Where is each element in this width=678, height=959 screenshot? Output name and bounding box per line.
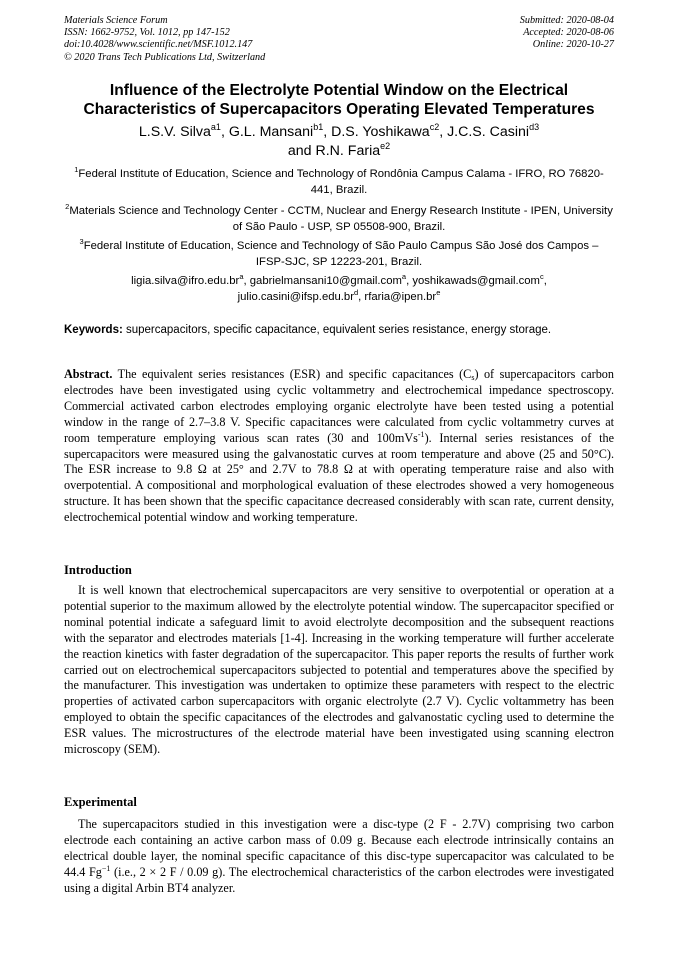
author-marker: c2 — [429, 122, 440, 132]
emails-line-2 — [64, 289, 614, 305]
journal-copyright: © 2020 Trans Tech Publications Ltd, Switzerland — [64, 51, 266, 63]
accepted-date: Accepted: 2020-08-06 — [523, 27, 614, 39]
author-emails — [64, 273, 614, 305]
abstract-text: ) of supercapacitors carbon electrodes have been investigated using cyclic voltammetry and electrochemical impedance spectroscopy. Commercial activated carbon electrodes employing organic electrolyte have been tested using a potential window in the range of 2.7–3.8 V. Specific capacitances were calculated from cyclic voltammetry curves at room temperature employing various scan rates (30 and 100mVs — [64, 367, 614, 445]
paper-title — [50, 81, 628, 119]
affiliation-1 — [64, 166, 614, 198]
journal-issn: ISSN: 1662-9752, Vol. 1012, pp 147-152 — [64, 27, 230, 39]
author-name: , G.L. Mansani — [220, 124, 314, 140]
email-link[interactable]: ligia.silva@ifro.edu.br — [131, 275, 240, 287]
experimental-text — [64, 817, 614, 897]
submitted-date: Submitted: 2020-08-04 — [519, 15, 614, 26]
authors-line-1 — [80, 123, 598, 142]
experimental-text-part: The supercapacitors studied in this investigation were a disc-type (2 F - 2.7V) comprising two carbon electrode each containing an active carbon mass of 0.09 g. Because each electrode intrinsically contains an electrical double layer, the nominal specific capacitance of this disc-type supercapacitor was calculated to be 44.4 Fg — [64, 817, 614, 879]
email-link[interactable]: , yoshikawads@gmail.com — [406, 275, 540, 287]
journal-doi: doi:10.4028/www.scientific.net/MSF.1012.147 — [64, 39, 253, 51]
affiliation-marker: 3 — [79, 237, 84, 246]
author-marker: e2 — [380, 141, 391, 151]
affiliation-text: Federal Institute of Education, Science and Technology of Rondônia Campus Calama - IFRO, RO 76820-441, Brazil. — [78, 168, 604, 196]
author-name: , D.S. Yoshikawa — [323, 124, 430, 140]
author-name: , J.C.S. Casini — [439, 124, 530, 140]
author-marker: b1 — [313, 122, 324, 132]
title-line-2: Characteristics of Supercapacitors Operating Elevated Temperatures — [83, 101, 595, 118]
email-separator: , — [543, 275, 547, 287]
introduction-heading: Introduction — [64, 563, 132, 577]
affiliation-3 — [64, 238, 614, 270]
email-link[interactable]: julio.casini@ifsp.edu.br — [237, 291, 354, 303]
affiliation-marker: 2 — [65, 202, 70, 211]
abstract-subscript: s — [471, 373, 475, 382]
email-marker: d — [353, 288, 359, 297]
publication-dates — [520, 15, 614, 52]
abstract-superscript: -1 — [417, 429, 425, 439]
author-list — [80, 123, 598, 161]
email-link[interactable]: , rfaria@ipen.br — [358, 291, 437, 303]
author-name: and R.N. Faria — [287, 143, 381, 159]
online-date: Online: 2020-10-27 — [532, 39, 614, 51]
author-marker: a1 — [210, 122, 221, 132]
experimental-heading: Experimental — [64, 795, 137, 809]
experimental-superscript: −1 — [101, 863, 111, 873]
author-name: L.S.V. Silva — [138, 124, 211, 140]
affiliation-text: Federal Institute of Education, Science and Technology of São Paulo Campus São José dos Campos – IFSP-SJC, SP 12223-201, Brazil. — [83, 240, 599, 268]
journal-name: Materials Science Forum — [64, 15, 168, 26]
email-marker: a — [401, 272, 407, 281]
email-marker: e — [436, 288, 441, 297]
affiliation-text: Materials Science and Technology Center - CCTM, Nuclear and Energy Research Institute - IPEN, University of São Paulo - USP, SP 05508-900, Brazil. — [69, 205, 613, 233]
keywords-text: supercapacitors, specific capacitance, equivalent series resistance, energy storage. — [122, 324, 552, 336]
authors-line-2 — [80, 142, 598, 161]
keywords — [64, 323, 614, 338]
title-line-1: Influence of the Electrolyte Potential Window on the Electrical — [109, 82, 569, 99]
author-marker: d3 — [529, 122, 540, 132]
journal-metadata — [64, 15, 265, 64]
affiliation-marker: 1 — [74, 165, 79, 174]
abstract-label: Abstract. — [64, 367, 113, 381]
email-marker: c — [539, 272, 544, 281]
email-link[interactable]: , gabrielmansani10@gmail.com — [243, 275, 402, 287]
abstract — [64, 367, 614, 526]
keywords-label: Keywords: — [64, 324, 123, 336]
email-marker: a — [239, 272, 244, 281]
abstract-text: The equivalent series resistances (ESR) and specific capacitances (C — [112, 367, 472, 381]
introduction-text: It is well known that electrochemical supercapacitors are very sensitive to overpotential or operation at a potential superior to the maximum allowed by the electrolyte potential window. The supercapacitor specified or nominal potential indicate a safeguard limit to avoid electrolyte decomposition and the subsequent reactions with the separator and electrodes materials [1-4]. Increasing in the working temperature will further accelerate the reaction kinetics with faster degradation of the supercapacitor. This paper reports the results of further work carried out on electrochemical supercapacitors subjected to potential and temperatures above the specified by the manufacturer. This investigation was undertaken to optimize these parameters with respect to the electric properties of activated carbon supercapacitors with organic electrolyte (2.7 V). Cyclic voltammetry has been employed to obtain the specific capacitances of the electrodes and galvanostatic cycling used to determine the ESR values. The microstructures of the electrode material have been investigated using scanning electron microscopy (SEM). — [64, 583, 614, 757]
affiliation-2 — [64, 203, 614, 235]
emails-line-1 — [64, 273, 614, 289]
experimental-text-part: (i.e., 2 × 2 F / 0.09 g). The electrochemical characteristics of the carbon electrodes were investigated using a digital Arbin BT4 analyzer. — [64, 864, 614, 895]
abstract-text: ). Internal series resistances of the supercapacitors were measured using the galvanostatic curves at room temperature and above (25 and 50°C). The ESR increase to 9.8 Ω at 25° and 2.7V to 78.8 Ω at with operating temperature raise and also with overpotential. A compositional and morphological evaluation of these electrodes showed a very homogeneous structure. It has been shown that the specific capacitance decreased considerably with scan rate, current density, electrochemical potential window and working temperature. — [64, 430, 614, 525]
